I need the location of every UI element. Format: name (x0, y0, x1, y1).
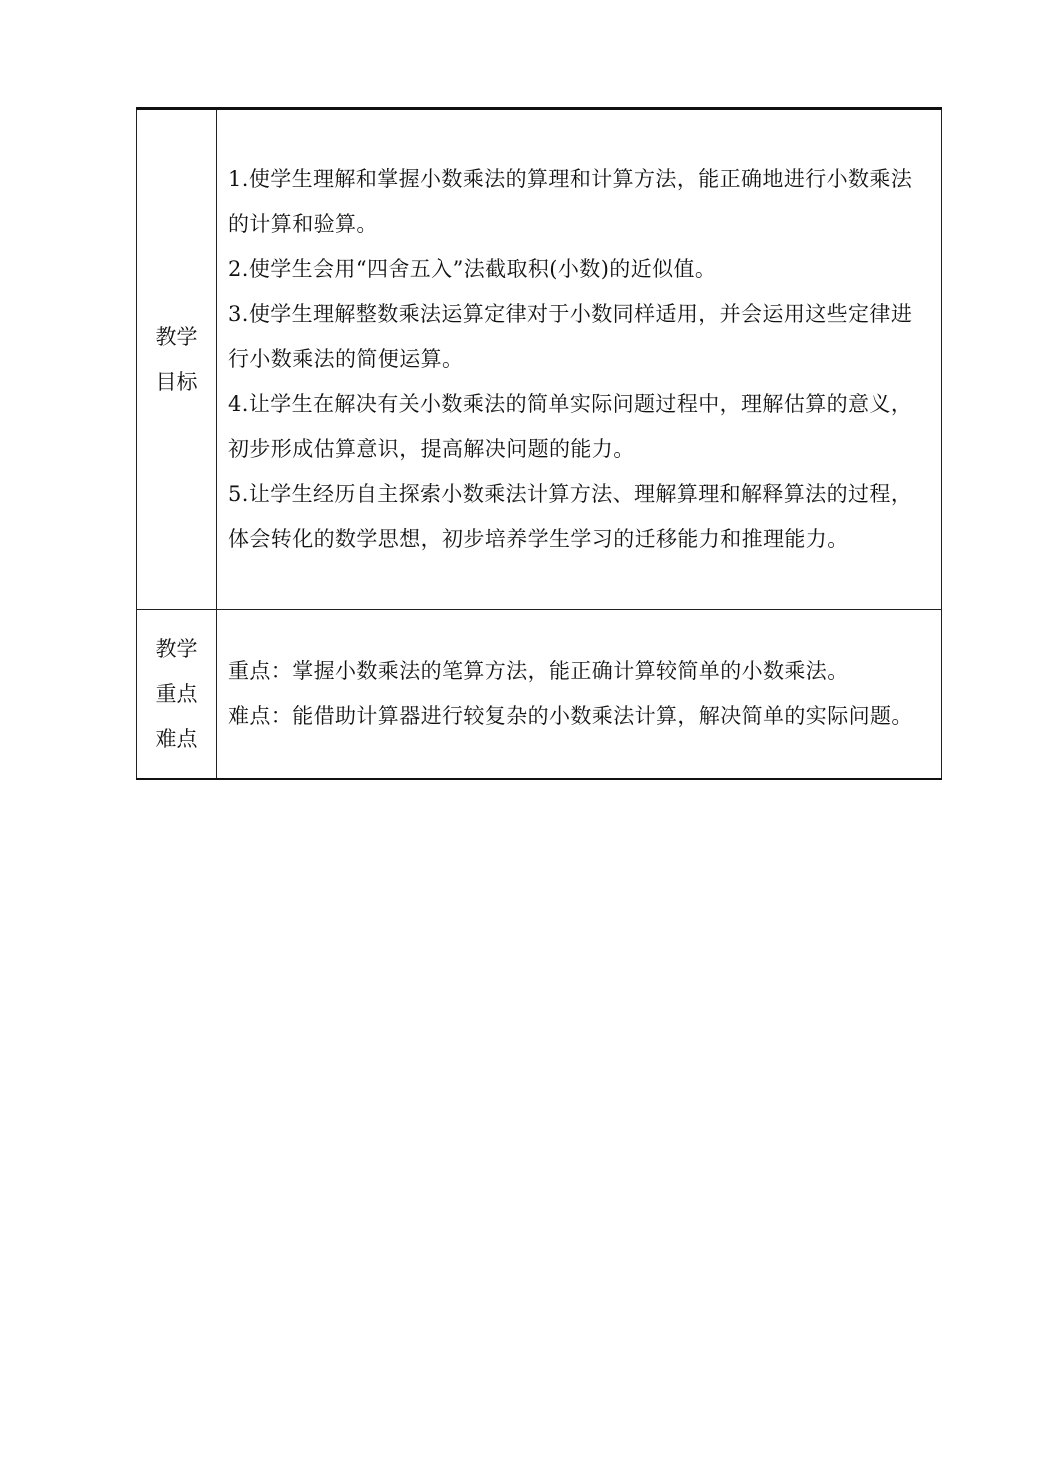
objectives-content-cell (217, 109, 942, 610)
key-points-content-cell (217, 610, 942, 780)
key-difficulty-text: 难点：能借助计算器进行较复杂的小数乘法计算，解决简单的实际问题。 (228, 704, 913, 728)
key-points-label-line1: 教学 (155, 636, 198, 661)
objectives-label-line1: 教学 (155, 324, 198, 349)
objectives-label-cell (137, 109, 217, 610)
key-points-label-cell (137, 610, 217, 780)
key-points-label-line2: 重点 (155, 681, 198, 706)
lesson-plan-table (136, 107, 942, 780)
teaching-objectives-row (137, 109, 942, 610)
objective-item: 5.让学生经历自主探索小数乘法计算方法、理解算理和解释算法的过程，体会转化的数学思想，初步培养学生学习的迁移能力和推理能力。 (228, 482, 913, 551)
objective-item: 3.使学生理解整数乘法运算定律对于小数同样适用，并会运用这些定律进行小数乘法的简便运算。 (228, 302, 913, 371)
objectives-list (228, 157, 931, 562)
objective-item: 4.让学生在解决有关小数乘法的简单实际问题过程中，理解估算的意义，初步形成估算意识，提高解决问题的能力。 (228, 392, 913, 461)
key-focus-text: 重点：掌握小数乘法的笔算方法，能正确计算较简单的小数乘法。 (228, 659, 849, 683)
key-points-label-line3: 难点 (155, 726, 198, 751)
objectives-label-line2: 目标 (155, 369, 198, 394)
objective-item: 1.使学生理解和掌握小数乘法的算理和计算方法，能正确地进行小数乘法的计算和验算。 (228, 167, 913, 236)
key-points-row (137, 610, 942, 780)
objective-item: 2.使学生会用“四舍五入”法截取积(小数)的近似值。 (228, 257, 717, 281)
